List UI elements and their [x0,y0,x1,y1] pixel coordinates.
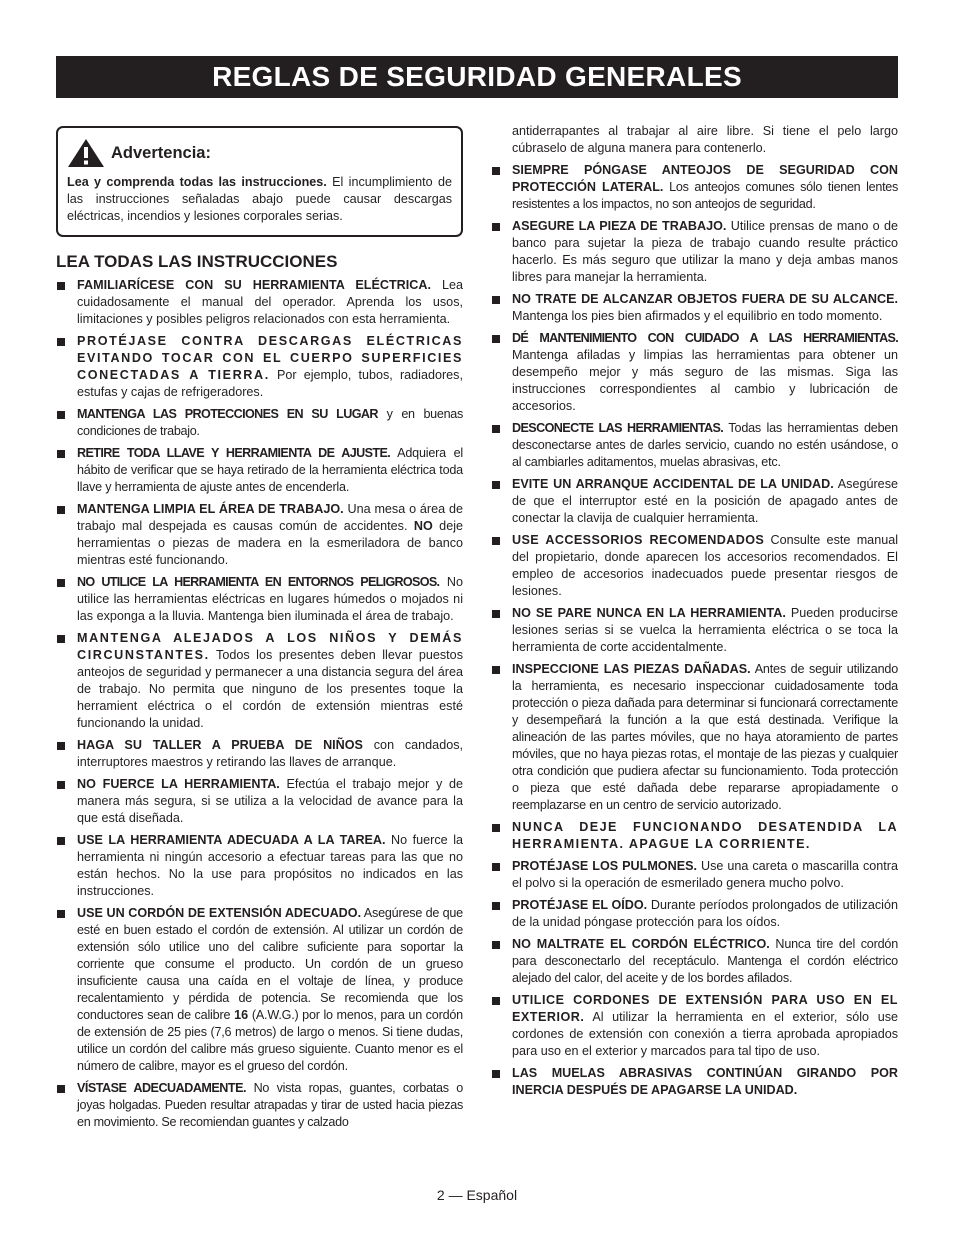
bullet-icon [492,167,500,175]
rule-text: Asegúrese de que esté en buen estado el cordón de extensión. Al utilizar un cordón de extensión sólo utilice uno del calibre suficiente para soportar la corriente que consume el producto. Un cordón de un grueso insuficiente causa una caída en el voltaje de línea, y produce recalentamiento y pérdida de potencia. Se recomienda que los conductores sean de calibre [77,906,463,1022]
rule-emphasis: NO [407,519,433,533]
rule-text: Todos los presentes deben llevar puestos anteojos de seguridad y permanecer a una distancia segura del área de trabajo. No permita que ninguno de los presentes toque la herramient eléctrica o el cordón de extensión mientras esté funcionando la unidad. [77,648,463,730]
bullet-icon [57,910,65,918]
list-item [56,905,463,1075]
rule-lead: MANTENGA ALEJADOS A LOS NIÑOS Y DEMÁS CIRCUNSTANTES. [77,631,463,662]
rule-lead: ASEGURE LA PIEZA DE TRABAJO. [512,219,727,233]
rule-lead: EVITE UN ARRANQUE ACCIDENTAL DE LA UNIDAD. [512,477,834,491]
rule-text: Use una careta o mascarilla contra el polvo si la operación de esmerilado genera mucho polvo. [512,859,899,890]
rule-text: No fuerce la herramienta ni ningún accesorio a efectuar tareas para las que no están hechos. No la use para propósitos no indicados en las instrucciones. [77,833,463,898]
rule-text: Efectúa el trabajo mejor y de manera más segura, si se utiliza a la velocidad de avance para la que está diseñada. [77,777,463,825]
rule-lead: SIEMPRE PÓNGASE ANTEOJOS DE SEGURIDAD CON PROTECCIÓN LATERAL. [512,163,898,194]
rule-lead: NO UTILICE LA HERRAMIENTA EN ENTORNOS PELIGROSOS. [77,575,440,589]
rule-lead: USE ACCESSORIOS RECOMENDADOS [512,533,765,547]
bullet-icon [57,450,65,458]
bullet-icon [492,223,500,231]
bullet-icon [57,506,65,514]
rule-text: antiderrapantes al trabajar al aire libre. Si tiene el pelo largo cúbraselo de alguna manera para contenerlo. [512,124,898,155]
rule-lead: MANTENGA LAS PROTECCIONES EN SU LUGAR [77,407,378,421]
rule-lead: FAMILIARÍCESE CON SU HERRAMIENTA ELÉCTRICA. [77,278,431,292]
rule-text: Mantenga afiladas y limpias las herramientas para obtener un desempeño mejor y más seguro de las mismas. Siga las instrucciones correspondientes al cambio y lubricación de accesorios. [512,348,898,413]
bullet-icon [492,902,500,910]
rule-lead: UTILICE CORDONES DE EXTENSIÓN PARA USO EN EL EXTERIOR. [512,993,898,1024]
rule-text: (A.W.G.) por lo menos, para un cordón de extensión de 25 pies (7,6 metros) de largo o menos. Si tiene dudas, utilice un cordón del calibre más grueso siguiente. Cuanto menor es el número de calibre, mayor es el grueso del cordón. [77,1008,463,1073]
bullet-icon [492,863,500,871]
list-item [56,445,463,496]
list-item [491,1065,898,1099]
rule-lead: LAS MUELAS ABRASIVAS CONTINÚAN GIRANDO POR INERCIA DESPUÉS DE APAGARSE LA UNIDAD. [512,1066,898,1097]
rule-text: Todas las herramientas deben desconectarse antes de darles servicio, cuando no estén usándose, o al cambiarles aditamentos, muelas abrasivas, etc. [512,421,898,469]
bullet-icon [57,742,65,750]
rule-lead: DESCONECTE LAS HERRAMIENTAS. [512,421,724,435]
rule-lead: NUNCA DEJE FUNCIONANDO DESATENDIDA LA HERRAMIENTA. APAGUE LA CORRIENTE. [512,820,898,851]
rule-text: Pueden producirse lesiones serias si se vuelca la herramienta eléctrica o se toca la herramienta de corte accidentalmente. [512,606,898,654]
rule-text: No vista ropas, guantes, corbatas o joyas holgadas. Pueden resultar atrapadas y tirar de usted hacia piezas en movimiento. Se recomiendan guantes y calzado [77,1081,464,1129]
warning-header [67,138,452,168]
bullet-icon [57,1085,65,1093]
rule-text: Los anteojos comunes sólo tienen lentes resistentes a los impactos, no son anteojos de seguridad. [512,180,898,211]
list-item [491,420,898,471]
left-column [56,126,463,1136]
list-item [491,936,898,987]
bullet-icon [492,1070,500,1078]
rule-lead: DÉ MANTENIMIENTO CON CUIDADO A LAS HERRAMIENTAS. [512,331,898,345]
bullet-icon [492,941,500,949]
list-item [491,819,898,853]
rule-text: Nunca tire del cordón para desconectarlo del receptáculo. Mantenga el cordón eléctrico alejado del calor, del aceite y de los bordes afilados. [512,937,898,985]
safety-rules-list-right [491,123,898,1099]
list-item [56,406,463,440]
bullet-icon [492,296,500,304]
bullet-icon [492,997,500,1005]
rule-lead: PROTÉJASE CONTRA DESCARGAS ELÉCTRICAS EVITANDO TOCAR CON EL CUERPO SUPERFICIES CONECTADAS A TIERRA. [77,334,463,382]
bullet-icon [492,481,500,489]
warning-title: Advertencia: [111,143,211,162]
rule-text: y en buenas condiciones de trabajo. [77,407,463,438]
list-item [56,501,463,569]
rule-lead: NO FUERCE LA HERRAMIENTA. [77,777,280,791]
rule-text: Antes de seguir utilizando la herramienta, es necesario inspeccionar cuidadosamente toda protección o pieza dañada para determinar si funcionará correctamente y desempeñará la función a la que está destinada. Verifique la alineación de las partes móviles, que no haya atoramiento de partes móviles, que no haya piezas rotas, el montaje de las piezas y cualquier otra condición que pudiera afectar su funcionamiento. Toda protección o pieza que esté dañada debe repararse apropiadamente o reemplazarse en un centro de servicio autorizado. [512,662,898,812]
bullet-icon [57,635,65,643]
list-item [491,605,898,656]
list-item [56,574,463,625]
rule-text: deje herramientas o piezas de madera en la esmeriladora de banco mientras esté funcionando. [77,519,463,567]
rule-text: Lea cuidadosamente el manual del operador. Aprenda los usos, limitaciones y posibles peligros relacionados con esta herramienta. [77,278,463,326]
rule-text: No utilice las herramientas eléctricas en lugares húmedos o mojados ni las exponga a la lluvia. Mantenga bien iluminada el área de trabajo. [77,575,463,623]
list-item [56,776,463,827]
list-item [491,476,898,527]
bullet-icon [57,282,65,290]
rule-lead: NO TRATE DE ALCANZAR OBJETOS FUERA DE SU ALCANCE. [512,292,898,306]
list-item [56,277,463,328]
list-item [491,858,898,892]
section-title: LEA TODAS LAS INSTRUCCIONES [56,252,338,271]
rule-text: Por ejemplo, tubos, radiadores, estufas y cajas de refrigeradores. [77,368,463,399]
rule-text: con candados, interruptores maestros y retirando las llaves de arranque. [77,738,463,769]
rule-lead: RETIRE TODA LLAVE Y HERRAMIENTA DE AJUSTE. [77,446,391,460]
list-item [56,737,463,771]
list-item [491,992,898,1060]
bullet-icon [492,666,500,674]
page-footer: 2 — Español [436,1187,518,1203]
rule-lead: PROTÉJASE LOS PULMONES. [512,859,698,873]
rule-text: Consulte este manual del propietario, donde aparecen los accesorios recomendados. El empleo de accesorios inadecuados puede presentar riesgos de lesiones. [512,533,898,598]
rule-lead: NO SE PARE NUNCA EN LA HERRAMIENTA. [512,606,786,620]
warning-text [67,174,452,225]
bullet-icon [57,781,65,789]
safety-rules-list-left [56,277,463,1131]
rule-text: Una mesa o área de trabajo mal despejada es causas común de accidentes. [77,502,463,533]
page-title: REGLAS DE SEGURIDAD GENERALES [56,56,898,98]
rule-lead: VÍSTASE ADECUADAMENTE. [77,1081,246,1095]
list-item [491,330,898,415]
rule-lead: INSPECCIONE LAS PIEZAS DAÑADAS. [512,662,751,676]
rule-lead: HAGA SU TALLER A PRUEBA DE NIÑOS [77,738,363,752]
rule-lead: USE UN CORDÓN DE EXTENSIÓN ADECUADO. [77,906,362,920]
rule-text: Asegúrese de que el interruptor esté en la posición de apagado antes de conectar la clavija de cualquier herramienta. [512,477,898,525]
rule-lead: PROTÉJASE EL OÍDO. [512,898,648,912]
rule-emphasis: 16 [230,1008,249,1022]
list-item [491,162,898,213]
warning-lead: Lea y comprenda todas las instrucciones. [67,175,327,189]
list-item [491,661,898,814]
bullet-icon [492,610,500,618]
rule-text: Mantenga los pies bien afirmados y el equilibrio en todo momento. [512,309,883,323]
list-item-continuation [491,123,898,157]
bullet-icon [57,411,65,419]
bullet-icon [57,579,65,587]
warning-body: El incumplimiento de las instrucciones señaladas abajo puede causar descargas eléctricas, incendios y lesiones corporales serias. [67,175,453,223]
bullet-icon [492,537,500,545]
bullet-icon [57,837,65,845]
rule-text: Durante períodos prolongados de utilización de la unidad póngase protección para los oídos. [512,898,898,929]
bullet-icon [57,338,65,346]
bullet-icon [492,824,500,832]
list-item [491,897,898,931]
list-item [491,532,898,600]
bullet-icon [492,335,500,343]
list-item [56,630,463,732]
warning-triangle-icon [67,138,105,168]
warning-box [56,126,463,237]
right-column [491,123,898,1104]
rule-lead: NO MALTRATE EL CORDÓN ELÉCTRICO. [512,937,770,951]
bullet-icon [492,425,500,433]
list-item [56,832,463,900]
rule-lead: USE LA HERRAMIENTA ADECUADA A LA TAREA. [77,833,386,847]
rule-text: Al utilizar la herramienta en el exterior, sólo use cordones de extensión con conexión a tierra aprobada apropiados para uso en el exterior y marcados para tal tipo de uso. [512,1010,898,1058]
rule-text: Utilice prensas de mano o de banco para sujetar la pieza de trabajo cuando resulte práctico hacerlo. Es más seguro que utilizar la mano y deja ambas manos libres para manejar la herramienta. [512,219,898,284]
rule-lead: MANTENGA LIMPIA EL ÁREA DE TRABAJO. [77,502,344,516]
list-item [491,291,898,325]
rule-text: Adquiera el hábito de verificar que se haya retirado de la herramienta eléctrica toda llave y herramienta de ajuste antes de encenderla. [77,446,463,494]
list-item [56,1080,463,1131]
list-item [491,218,898,286]
list-item [56,333,463,401]
